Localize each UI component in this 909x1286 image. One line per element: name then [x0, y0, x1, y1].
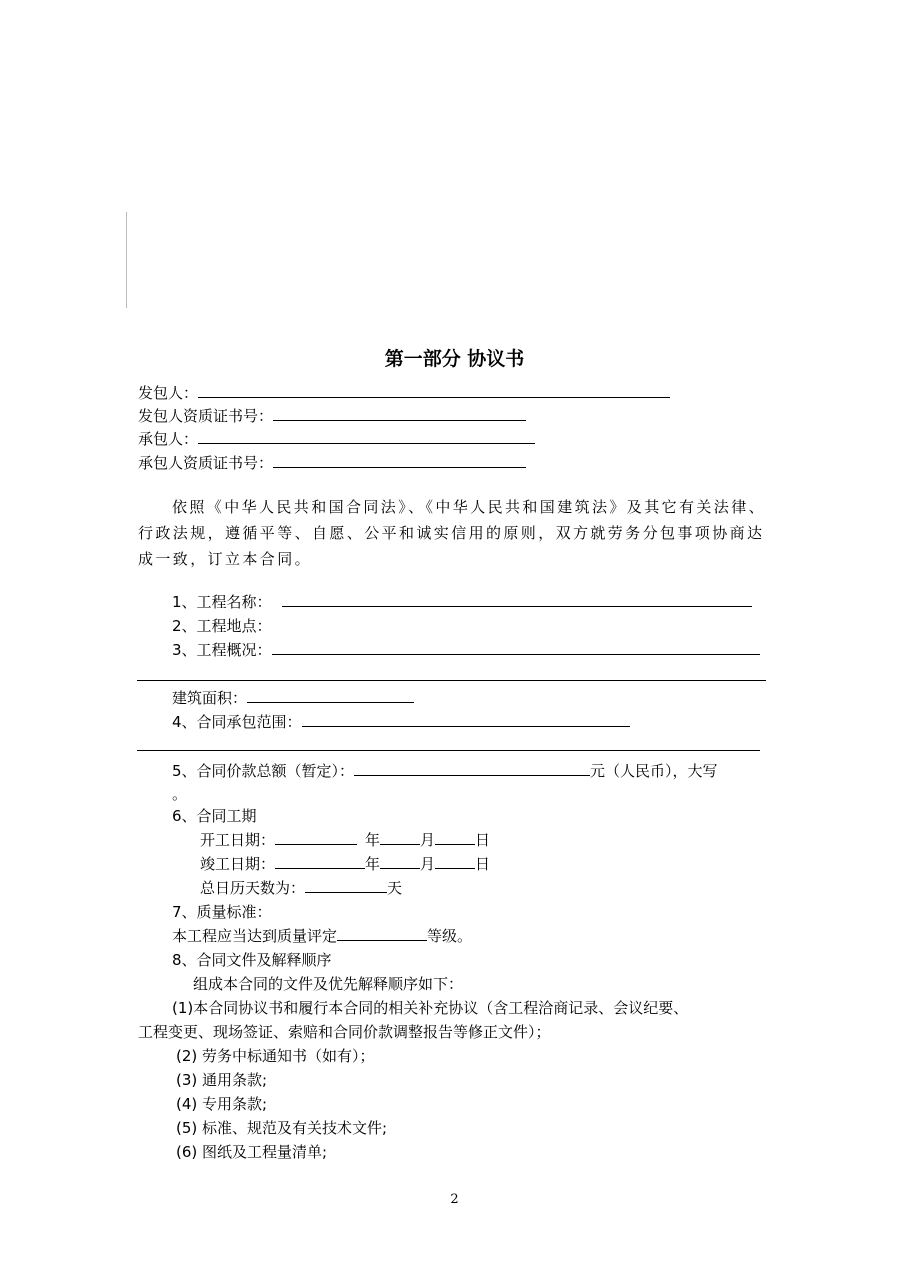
price-period: 。: [172, 785, 188, 803]
end-day-label: 日: [475, 855, 491, 873]
project-overview-line: [172, 640, 760, 660]
margin-mark: [126, 212, 127, 308]
employer-cert-label: 发包人资质证书号：: [138, 407, 274, 425]
start-year-label: 年: [365, 831, 381, 849]
employer-line: [138, 383, 670, 403]
end-day-blank[interactable]: [435, 854, 475, 869]
employer-blank[interactable]: [198, 383, 670, 398]
quality-grade-blank[interactable]: [337, 926, 427, 941]
total-days-unit: 天: [387, 879, 403, 897]
building-area-line: [172, 688, 414, 708]
contractor-line: [138, 429, 535, 449]
docs-intro: 组成本合同的文件及优先解释顺序如下：: [193, 975, 464, 993]
start-date-line: [200, 830, 490, 850]
scope-blank-2[interactable]: [137, 750, 760, 751]
project-name-label: 1、工程名称：: [172, 593, 272, 611]
docs-title: 8、合同文件及解释顺序: [172, 951, 332, 969]
doc-item-5: (5) 标准、规范及有关技术文件;: [176, 1119, 388, 1137]
doc-item-4: (4) 专用条款;: [176, 1095, 268, 1113]
intro-text: 依照《中华人民共和国合同法》、《中华人民共和国建筑法》及其它有关法律、行政法规，遵循平等、自愿、公平和诚实信用的原则，双方就劳务分包事项协商达成一致，订立本合同。: [138, 498, 767, 568]
total-days-line: [200, 878, 402, 898]
quality-line: [172, 926, 472, 946]
employer-cert-line: [138, 406, 526, 426]
start-year-blank[interactable]: [275, 830, 357, 845]
contractor-cert-blank[interactable]: [273, 453, 526, 468]
document-title: 第一部分 协议书: [384, 348, 525, 370]
contractor-label: 承包人：: [138, 430, 199, 448]
start-day-blank[interactable]: [435, 830, 475, 845]
employer-label: 发包人：: [138, 384, 199, 402]
scope-blank[interactable]: [302, 712, 630, 727]
page-number: 2: [450, 1192, 459, 1207]
price-blank[interactable]: [354, 761, 590, 776]
price-unit: 元（人民币），大写: [590, 762, 718, 780]
contractor-cert-label: 承包人资质证书号：: [138, 454, 274, 472]
start-day-label: 日: [475, 831, 491, 849]
project-name-blank[interactable]: [282, 592, 752, 607]
quality-text-b: 等级。: [427, 927, 473, 945]
doc-item-1-line1: (1)本合同协议书和履行本合同的相关补充协议（含工程洽商记录、会议纪要、: [172, 999, 689, 1017]
price-line: [172, 761, 718, 781]
project-name-line: [172, 592, 752, 612]
building-area-blank[interactable]: [247, 688, 414, 703]
doc-item-2: (2) 劳务中标通知书（如有）；: [176, 1047, 375, 1065]
doc-item-1-line2: 工程变更、现场签证、索赔和合同价款调整报告等修正文件）；: [138, 1023, 551, 1041]
project-location-line: [172, 616, 272, 636]
end-year-blank[interactable]: [275, 854, 365, 869]
duration-title: 6、合同工期: [172, 807, 257, 825]
start-date-label: 开工日期：: [200, 831, 276, 849]
end-date-line: [200, 854, 490, 874]
end-year-label: 年: [365, 855, 381, 873]
scope-label: 4、合同承包范围：: [172, 713, 302, 731]
contractor-cert-line: [138, 453, 526, 473]
doc-item-6: (6) 图纸及工程量清单;: [176, 1143, 328, 1161]
start-month-label: 月: [420, 831, 436, 849]
project-overview-blank-2[interactable]: [137, 680, 766, 681]
scope-line: [172, 712, 630, 732]
contractor-blank[interactable]: [198, 429, 535, 444]
project-overview-blank[interactable]: [272, 640, 760, 655]
project-overview-label: 3、工程概况：: [172, 641, 272, 659]
end-date-label: 竣工日期：: [200, 855, 276, 873]
total-days-label: 总日历天数为：: [200, 879, 306, 897]
total-days-blank[interactable]: [305, 878, 387, 893]
quality-title: 7、质量标准：: [172, 903, 272, 921]
project-location-label: 2、工程地点：: [172, 617, 272, 635]
end-month-label: 月: [420, 855, 436, 873]
building-area-label: 建筑面积：: [172, 689, 248, 707]
quality-text-a: 本工程应当达到质量评定: [172, 927, 338, 945]
end-month-blank[interactable]: [380, 854, 420, 869]
employer-cert-blank[interactable]: [273, 406, 526, 421]
intro-paragraph: [138, 494, 774, 572]
doc-item-3: (3) 通用条款;: [176, 1071, 268, 1089]
start-month-blank[interactable]: [380, 830, 420, 845]
price-label: 5、合同价款总额（暂定）：: [172, 762, 355, 780]
